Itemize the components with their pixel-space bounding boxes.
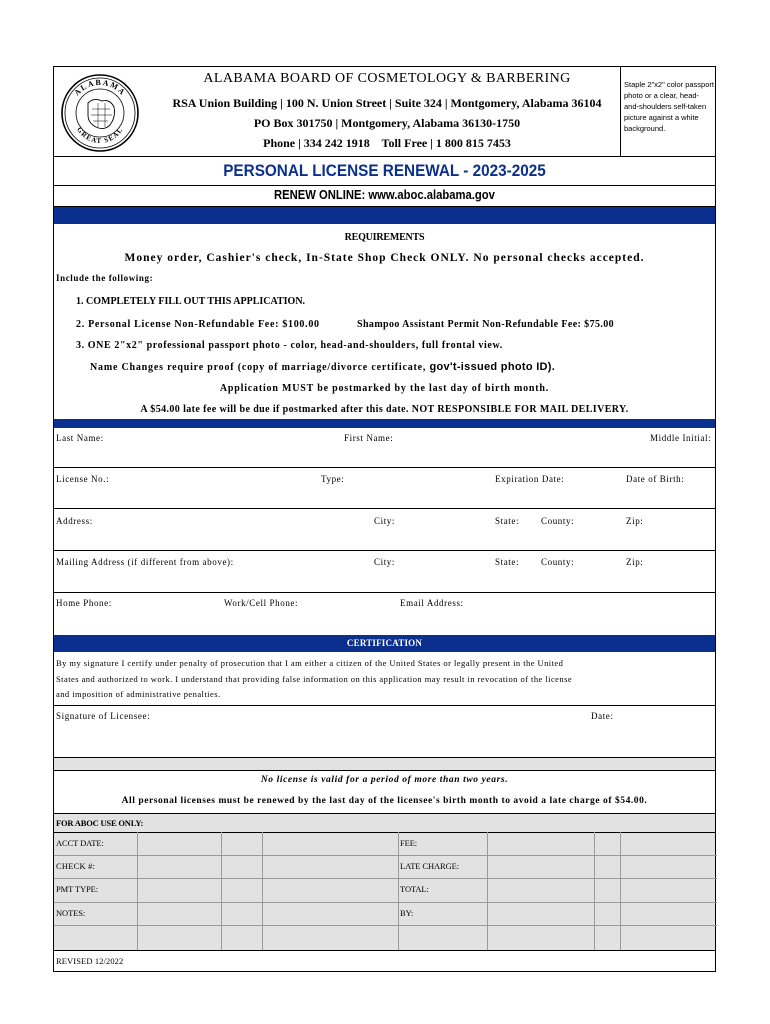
signature-date-field[interactable]: Date:: [591, 711, 614, 721]
phone-line: Phone | 334 242 1918 Toll Free | 1 800 815 7453: [263, 136, 511, 150]
board-name: ALABAMA BOARD OF COSMETOLOGY & BARBERING: [203, 71, 571, 86]
svg-text:ALABAMA: ALABAMA: [72, 77, 128, 98]
late-charge-field[interactable]: LATE CHARGE:: [400, 861, 460, 871]
certification-line-3: and imposition of administrative penalties.: [56, 689, 221, 699]
total-field[interactable]: TOTAL:: [400, 884, 429, 894]
svg-text:GREAT SEAL: GREAT SEAL: [75, 125, 125, 146]
date-of-birth-field[interactable]: Date of Birth:: [626, 474, 685, 484]
last-name-field[interactable]: Last Name:: [56, 433, 104, 443]
renewal-note: All personal licenses must be renewed by the last day of the licensee's birth month to avoid a late charge of $54.00.: [121, 796, 648, 806]
first-name-field[interactable]: First Name:: [344, 433, 394, 443]
zip-field[interactable]: Zip:: [626, 516, 644, 526]
photo-attachment-box[interactable]: Staple 2"x2" color passport photo or a clear, head-and-shoulders self-taken picture against a white background.: [624, 80, 714, 133]
signature-field[interactable]: Signature of Licensee:: [56, 711, 151, 721]
address-line-1: RSA Union Building | 100 N. Union Street | Suite 324 | Montgomery, Alabama 36104: [172, 96, 602, 110]
mailing-state-field[interactable]: State:: [495, 557, 520, 567]
certification-line-1: By my signature I certify under penalty of prosecution that I am either a citizen of the United States or legally present in the United: [56, 658, 564, 668]
certification-heading: CERTIFICATION: [346, 638, 423, 648]
mailing-address-field[interactable]: Mailing Address (if different from above):: [56, 557, 234, 567]
requirement-item-2-shampoo: Shampoo Assistant Permit Non-Refundable Fee: $75.00: [357, 319, 615, 330]
check-no-field[interactable]: CHECK #:: [56, 861, 96, 871]
city-field[interactable]: City:: [374, 516, 396, 526]
fee-field[interactable]: FEE:: [400, 838, 418, 848]
address-field[interactable]: Address:: [56, 516, 93, 526]
revised-date: REVISED 12/2022: [56, 956, 124, 966]
validity-note: No license is valid for a period of more than two years.: [260, 775, 509, 785]
requirement-item-3: 3. ONE 2"x2" professional passport photo - color, head-and-shoulders, full frontal view.: [76, 340, 503, 351]
address-line-2: PO Box 301750 | Montgomery, Alabama 36130-1750: [253, 116, 521, 130]
certification-bar: [54, 635, 715, 652]
pmt-type-field[interactable]: PMT TYPE:: [56, 884, 99, 894]
county-field[interactable]: County:: [541, 516, 575, 526]
office-use-section: [54, 814, 715, 950]
form-title: PERSONAL LICENSE RENEWAL - 2023-2025: [223, 161, 546, 180]
state-field[interactable]: State:: [495, 516, 520, 526]
renew-online-link[interactable]: RENEW ONLINE: www.aboc.alabama.gov: [274, 188, 495, 202]
home-phone-field[interactable]: Home Phone:: [56, 598, 112, 608]
certification-line-2: States and authorized to work. I understand that providing false information on this application may result in revocation of the license: [56, 674, 573, 684]
type-field[interactable]: Type:: [321, 474, 345, 484]
notes-field[interactable]: NOTES:: [56, 908, 86, 918]
late-fee-note: A $54.00 late fee will be due if postmarked after this date. NOT RESPONSIBLE FOR MAIL DELIVERY.: [140, 404, 629, 415]
by-field[interactable]: BY:: [400, 908, 414, 918]
office-use-heading: FOR ABOC USE ONLY:: [56, 818, 144, 828]
name-change-note: Name Changes require proof (copy of marriage/divorce certificate, gov't-issued photo ID).: [90, 361, 556, 373]
postmark-note: Application MUST be postmarked by the last day of birth month.: [219, 383, 550, 394]
requirement-item-1: 1. COMPLETELY FILL OUT THIS APPLICATION.: [76, 296, 306, 307]
middle-initial-field[interactable]: Middle Initial:: [650, 433, 712, 443]
application-form: [53, 66, 716, 972]
requirement-item-2-fee: 2. Personal License Non-Refundable Fee: $100.00: [76, 319, 320, 330]
mailing-county-field[interactable]: County:: [541, 557, 575, 567]
include-label: Include the following:: [56, 273, 154, 283]
work-cell-phone-field[interactable]: Work/Cell Phone:: [224, 598, 299, 608]
mailing-city-field[interactable]: City:: [374, 557, 396, 567]
license-no-field[interactable]: License No.:: [56, 474, 110, 484]
expiration-date-field[interactable]: Expiration Date:: [495, 474, 565, 484]
requirements-heading: REQUIREMENTS: [344, 232, 425, 243]
email-address-field[interactable]: Email Address:: [400, 598, 464, 608]
state-seal: [60, 73, 140, 153]
payment-requirement: Money order, Cashier's check, In-State Shop Check ONLY. No personal checks accepted.: [124, 252, 645, 264]
acct-date-field[interactable]: ACCT DATE:: [56, 838, 104, 848]
mailing-zip-field[interactable]: Zip:: [626, 557, 644, 567]
